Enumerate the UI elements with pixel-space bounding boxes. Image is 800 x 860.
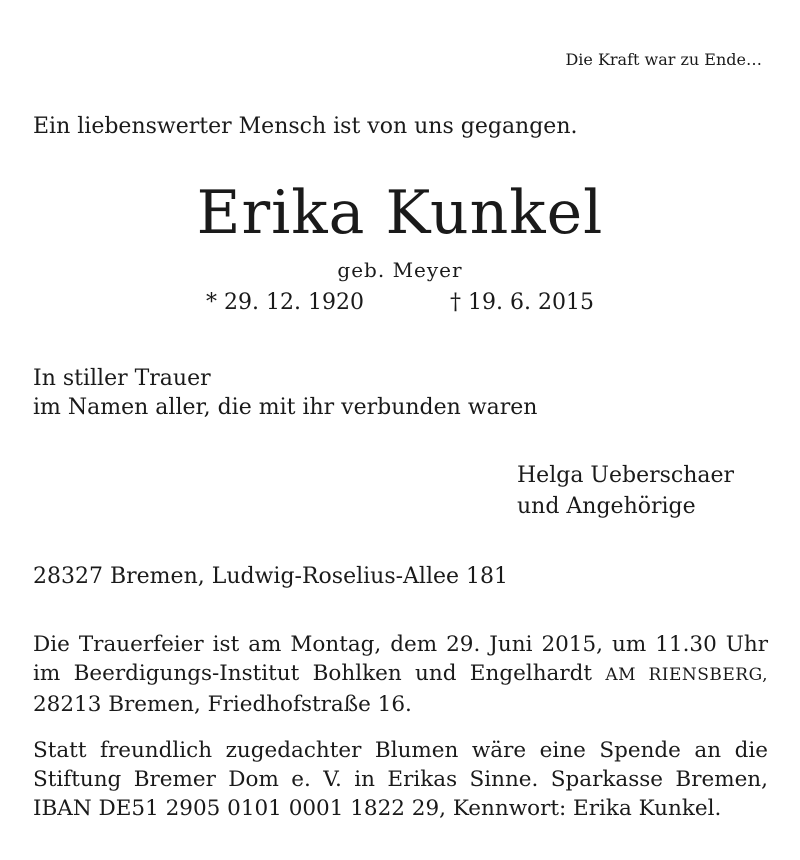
funeral-line <box>33 659 768 690</box>
mourning-block <box>33 364 537 422</box>
funeral-line: 28213 Bremen, Friedhofstraße 16. <box>33 692 412 717</box>
donation-info <box>33 736 768 823</box>
funeral-line: Die Trauerfeier ist am Montag, dem 29. Juni 2015, um 11.30 Uhr <box>33 632 768 657</box>
intro-line: Ein liebenswerter Mensch ist von uns gegangen. <box>33 114 578 139</box>
funeral-info <box>33 630 768 719</box>
death-date: † 19. 6. 2015 <box>450 290 594 315</box>
donation-line: IBAN DE51 2905 0101 0001 1822 29, Kennwort: Erika Kunkel. <box>33 796 722 821</box>
maiden-name: geb. Meyer <box>337 258 463 282</box>
donation-line: Statt freundlich zugedachter Blumen wäre eine Spende an die <box>33 738 768 763</box>
funeral-line-text: im Beerdigungs-Institut Bohlken und Engelhardt <box>33 661 593 686</box>
address: 28327 Bremen, Ludwig-Roselius-Allee 181 <box>33 564 509 589</box>
signer-line: und Angehörige <box>517 494 696 519</box>
signers-block <box>517 460 734 522</box>
birth-date: * 29. 12. 1920 <box>206 290 364 315</box>
deceased-name: Erika Kunkel <box>196 178 604 248</box>
mourning-line: im Namen aller, die mit ihr verbunden waren <box>33 395 538 420</box>
motto: Die Kraft war zu Ende… <box>565 50 762 69</box>
donation-line: Stiftung Bremer Dom e. V. in Erikas Sinne. Sparkasse Bremen, <box>33 767 768 792</box>
funeral-location-caps: AM RIENSBERG, <box>605 665 768 685</box>
signer-line: Helga Ueberschaer <box>517 463 735 488</box>
mourning-line: In stiller Trauer <box>33 366 211 391</box>
